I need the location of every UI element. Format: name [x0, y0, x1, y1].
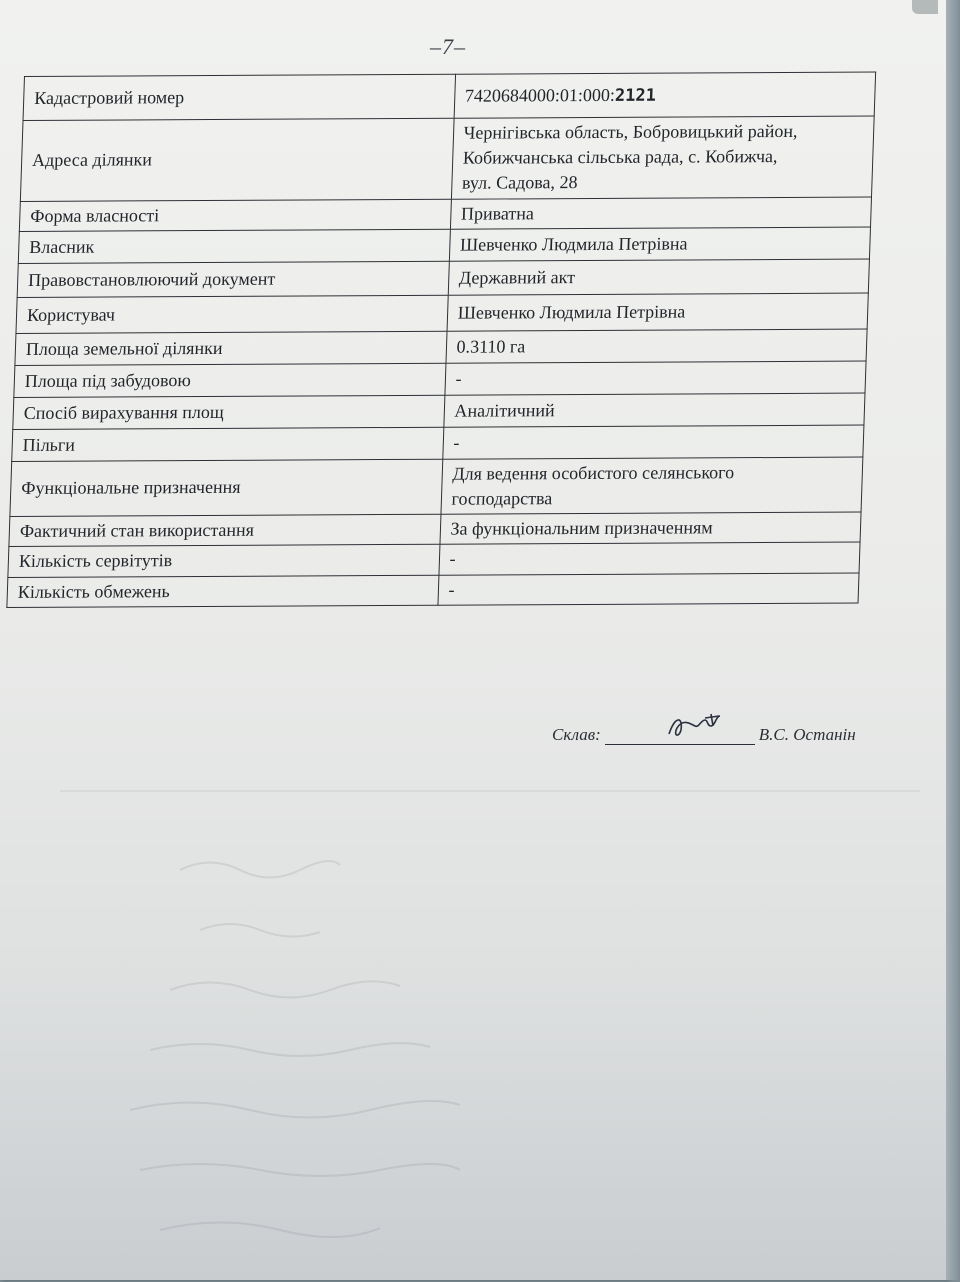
table-row	[7, 573, 859, 608]
row-value	[442, 425, 864, 459]
table-row	[8, 542, 860, 577]
row-label: Користувач	[16, 295, 448, 333]
value-text: Державний акт	[458, 266, 576, 288]
value-line: вул. Садова, 28	[461, 172, 578, 194]
cadastral-info-table	[6, 72, 876, 608]
page-number: –7–	[430, 34, 466, 59]
table-row	[18, 227, 870, 263]
value-line: Кобижчанська сільська рада, с. Кобижча,	[462, 146, 778, 168]
value-text: 0.3110 га	[456, 335, 526, 357]
handwritten-number: 2121	[614, 85, 657, 106]
value-text: Шевченко Людмила Петрівна	[457, 301, 686, 323]
table-row	[19, 197, 871, 232]
table-row	[16, 293, 868, 333]
row-label: Площа під забудовою	[14, 363, 446, 397]
row-value	[450, 197, 871, 229]
value-text: За функціональним призначенням	[450, 517, 714, 539]
row-value	[441, 457, 863, 515]
value-text: 7420684000:01:000:	[464, 84, 616, 106]
row-label: Фактичний стан використання	[9, 514, 441, 546]
signature-prefix: Склав:	[552, 725, 601, 744]
row-label: Кадастровий номер	[23, 74, 455, 120]
row-value	[448, 259, 870, 295]
fold-line	[60, 790, 920, 792]
value-text: -	[455, 368, 462, 389]
row-label: Форма власності	[19, 199, 451, 231]
row-value	[451, 116, 874, 199]
row-value	[445, 361, 867, 395]
signatory-name: В.С. Останін	[758, 725, 856, 744]
page-edge	[946, 0, 960, 1280]
row-value	[439, 542, 860, 574]
row-value	[438, 573, 859, 605]
row-value	[449, 227, 871, 261]
handwritten-signature	[665, 712, 735, 740]
value-line: Для ведення особистого селянського	[452, 461, 735, 484]
value-text: -	[453, 432, 460, 453]
row-label: Власник	[18, 229, 450, 263]
value-line: Чернігівська область, Бобровицький район,	[463, 120, 798, 143]
signature-block	[552, 722, 856, 745]
table-row	[23, 72, 876, 120]
row-label: Площа земельної ділянки	[15, 331, 447, 365]
row-value	[446, 329, 868, 363]
table-row	[15, 329, 867, 365]
table-row	[10, 457, 863, 517]
table-row	[17, 259, 869, 297]
corner-mark	[912, 0, 938, 14]
row-label: Кількість обмежень	[7, 575, 439, 607]
value-text: -	[448, 579, 455, 600]
row-value	[447, 293, 869, 331]
table-row	[9, 512, 861, 547]
signature-line	[605, 722, 755, 745]
value-text: Шевченко Людмила Петрівна	[459, 233, 688, 255]
table-row	[14, 361, 866, 397]
value-text: Приватна	[460, 202, 535, 224]
row-label: Спосіб вирахування площ	[13, 395, 445, 429]
row-label: Пільги	[12, 427, 444, 461]
row-value	[443, 393, 865, 427]
row-value	[440, 512, 861, 544]
table-row	[20, 116, 874, 201]
table-row	[13, 393, 865, 429]
value-text: Аналітичний	[454, 399, 556, 421]
row-label: Правовстановлюючий документ	[17, 261, 449, 297]
table-row	[12, 425, 864, 461]
value-line: господарства	[451, 488, 553, 509]
value-text: -	[449, 548, 456, 569]
bleed-through-text	[110, 840, 510, 1260]
row-label: Кількість сервітутів	[8, 545, 440, 577]
row-label: Функціональне призначення	[10, 459, 443, 517]
row-label: Адреса ділянки	[20, 118, 453, 201]
row-value	[454, 72, 876, 118]
